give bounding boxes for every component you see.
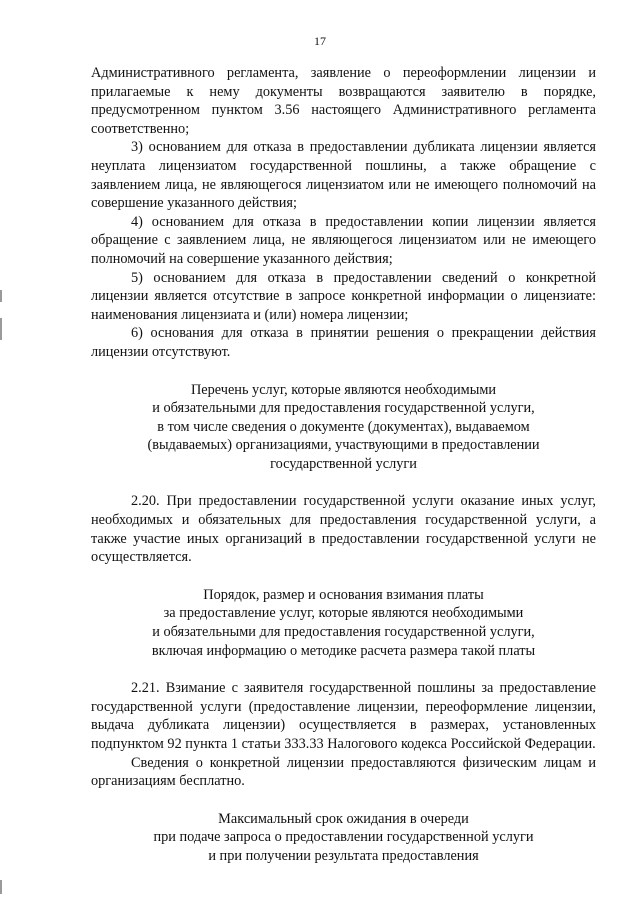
heading-line: и обязательными для предоставления государственной услуги, [152, 624, 535, 641]
paragraph-2-21: 2.21. Взимание с заявителя государственной пошлины за предоставление государственной услуги (предоставление лицензии, переоформление лицензии, выдача дубликата лицензии) осуществляется в размерах, установленных подпунктом 92 пункта 1 статьи 333.33 Налогового кодекса Российской Федерации. [91, 680, 596, 752]
scan-margin-mark [0, 880, 2, 894]
document-body [91, 64, 596, 866]
paragraph-item-5: 5) основанием для отказа в предоставлении сведений о конкретной лицензии является отсутствие в запросе конкретной информации о лицензиате: наименования лицензиата и (или) номера лицензии; [91, 269, 596, 323]
heading-line: Максимальный срок ожидания в очереди [218, 810, 469, 827]
heading-line: и при получении результата предоставления [208, 847, 479, 864]
heading-line: включая информацию о методике расчета размера такой платы [151, 642, 536, 659]
paragraph-2-20: 2.20. При предоставлении государственной услуги оказание иных услуг, необходимых и обязательных для предоставления государственной услуги, а также участие иных организаций в предоставлении государственной услуги не осуществляется. [91, 493, 596, 566]
heading-line: государственной услуги [270, 455, 417, 472]
paragraph-continuation: Административного регламента, заявление о переоформлении лицензии и прилагаемые к нему документы возвращаются заявителю в порядке, предусмотренном пунктом 3.56 настоящего Административного регламента соответственно; [91, 65, 596, 137]
heading-line: Перечень услуг, которые являются необходимыми [190, 381, 497, 398]
scan-margin-mark [0, 318, 2, 340]
heading-line: Порядок, размер и основания взимания платы [203, 586, 484, 603]
heading-queue-time [91, 810, 596, 866]
heading-line: и обязательными для предоставления государственной услуги, [152, 400, 535, 417]
page-number: 17 [314, 34, 326, 48]
heading-fees [91, 586, 596, 660]
heading-line: за предоставление услуг, которые являются необходимыми [163, 605, 524, 622]
heading-line: (выдаваемых) организациями, участвующими в предоставлении [147, 437, 540, 454]
paragraph-item-6: 6) основания для отказа в принятии решения о прекращении действия лицензии отсутствуют. [91, 325, 596, 360]
paragraph-item-4: 4) основанием для отказа в предоставлении копии лицензии является обращение с заявлением лица, не являющегося лицензиатом или не имеющего полномочий на совершение указанного действия; [91, 213, 596, 267]
scan-margin-mark [0, 290, 2, 302]
heading-required-services [91, 381, 596, 474]
paragraph-free-info: Сведения о конкретной лицензии предоставляются физическим лицам и организациям бесплатно. [91, 754, 596, 790]
heading-line: при подаче запроса о предоставлении государственной услуги [153, 829, 534, 846]
heading-line: в том числе сведения о документе (документах), выдаваемом [157, 418, 530, 435]
paragraph-item-3: 3) основанием для отказа в предоставлении дубликата лицензии является неуплата лицензиатом государственной пошлины, а также обращение с заявлением лица, не являющегося лицензиатом или не имеющего полномочий на совершение указанного действия; [91, 139, 596, 212]
